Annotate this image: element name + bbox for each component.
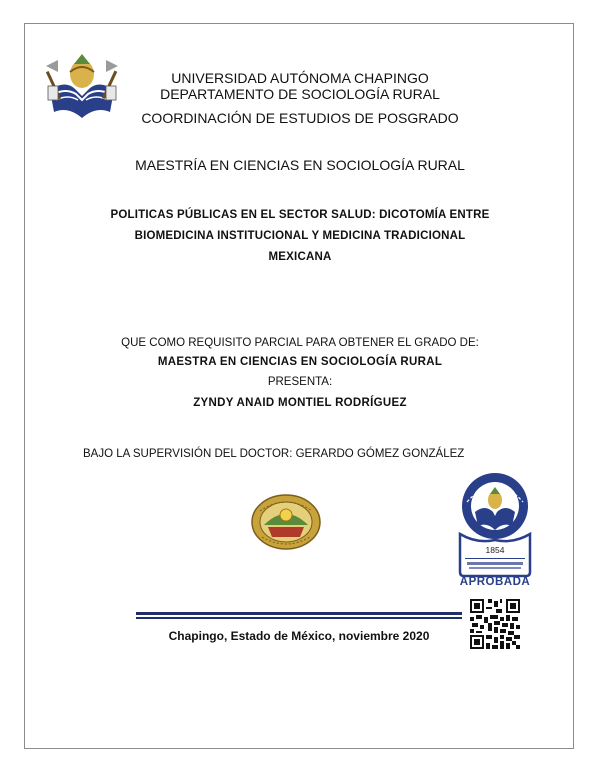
degree-name: MAESTRA EN CIENCIAS EN SOCIOLOGÍA RURAL (157, 356, 443, 368)
thesis-title-line: MEXICANA (268, 251, 332, 263)
approval-status: APROBADA (459, 576, 531, 588)
footer-rule-top (136, 612, 462, 615)
presents-label: PRESENTA: (267, 376, 333, 388)
qr-code-icon (470, 599, 520, 649)
requirement-statement: QUE COMO REQUISITO PARCIAL PARA OBTENER EL GRADO DE: (121, 337, 479, 349)
author-name: ZYNDY ANAID MONTIEL RODRÍGUEZ (193, 397, 407, 409)
department-seal-icon (250, 493, 322, 551)
thesis-title (70, 205, 530, 268)
thesis-title-line: POLITICAS PÚBLICAS EN EL SECTOR SALUD: DICOTOMÍA ENTRE (110, 209, 490, 221)
coordination-name: COORDINACIÓN DE ESTUDIOS DE POSGRADO (141, 110, 459, 126)
program-name: MAESTRÍA EN CIENCIAS EN SOCIOLOGÍA RURAL (135, 157, 465, 173)
footer-place-date: Chapingo, Estado de México, noviembre 2020 (168, 629, 430, 643)
footer-rule-bottom (136, 617, 462, 619)
university-logo-icon (44, 50, 120, 126)
approval-seal-icon (455, 472, 535, 592)
university-name: UNIVERSIDAD AUTÓNOMA CHAPINGO (171, 70, 429, 86)
department-name: DEPARTAMENTO DE SOCIOLOGÍA RURAL (160, 86, 440, 102)
seal-year: 1854 (485, 545, 505, 555)
supervision-line: BAJO LA SUPERVISIÓN DEL DOCTOR: GERARDO GÓMEZ GONZÁLEZ (83, 448, 465, 460)
thesis-title-line: BIOMEDICINA INSTITUCIONAL Y MEDICINA TRADICIONAL (134, 230, 466, 242)
